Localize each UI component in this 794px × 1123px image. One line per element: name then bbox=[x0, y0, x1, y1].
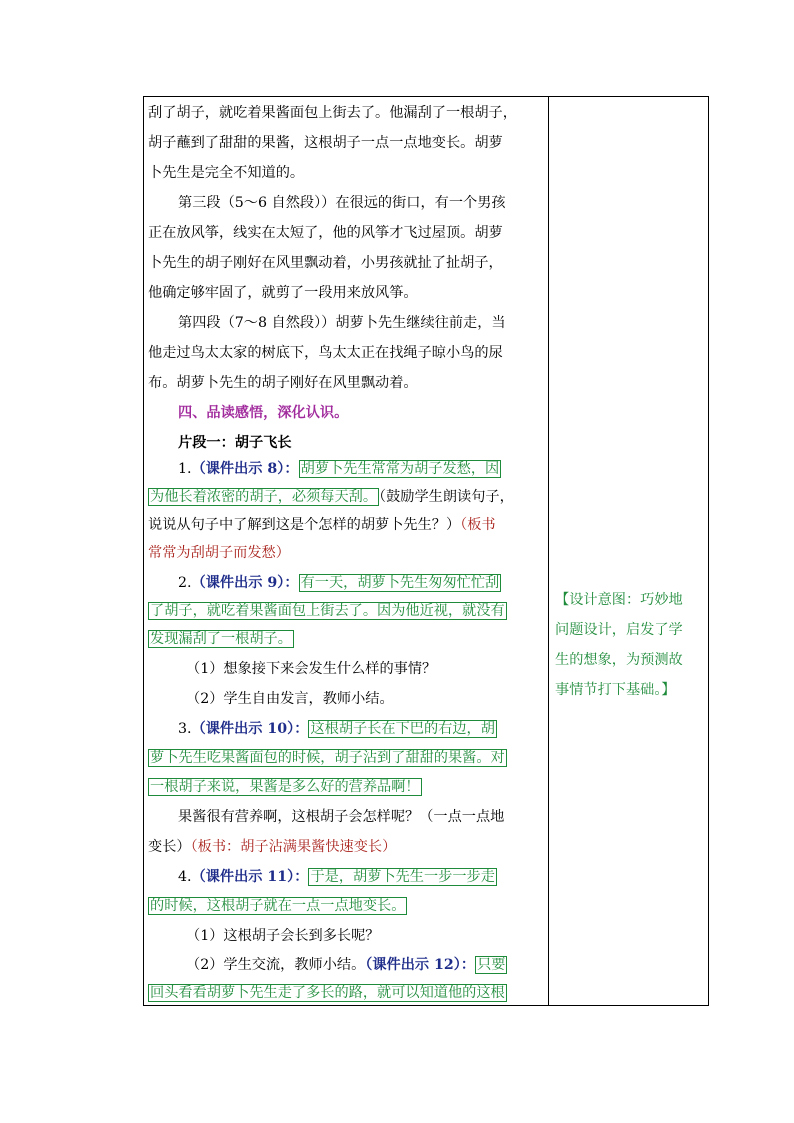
item-4-line bbox=[186, 955, 507, 975]
segment-title: 片段一：胡子飞长 bbox=[178, 435, 292, 451]
courseware-tag: （课件出示 12）： bbox=[365, 957, 476, 973]
item-4-line bbox=[178, 867, 497, 887]
text-line: 第四段（7～8 自然段））胡萝卜先生继续往前走，当 bbox=[178, 315, 506, 331]
design-line: 问题设计，启发了学 bbox=[555, 622, 683, 638]
courseware-tag: （课件出示 10）： bbox=[191, 721, 309, 737]
quote-box: 了胡子，就吃着果酱面包上街去了。因为他近视，就没有 bbox=[150, 603, 505, 619]
item-number: 1. bbox=[178, 461, 192, 477]
board-note: （板书：胡子沾满果酱快速变长） bbox=[190, 839, 397, 855]
quote-box: 于是，胡萝卜先生一步一步走 bbox=[310, 869, 495, 885]
item-1-line bbox=[148, 515, 496, 535]
item-3-line bbox=[178, 719, 497, 739]
section-heading: 四、品读感悟，深化认识。 bbox=[178, 405, 349, 421]
quote-box: 有一天，胡萝卜先生匆匆忙忙刮 bbox=[300, 575, 500, 591]
teaching-process-column bbox=[144, 97, 549, 1005]
item-number: 4. bbox=[178, 869, 192, 885]
quote-box: 这根胡子长在下巴的右边，胡 bbox=[310, 721, 495, 737]
text-line: 他走过鸟太太家的树底下，鸟太太正在找绳子晾小鸟的尿 bbox=[148, 345, 503, 361]
text-line: 他确定够牢固了，就剪了一段用来放风筝。 bbox=[148, 285, 418, 301]
text-span: （2）学生交流，教师小结。 bbox=[186, 957, 366, 973]
design-line: 生的想象，为预测故 bbox=[555, 652, 683, 668]
item-1-line bbox=[148, 487, 514, 507]
text-line: （1）想象接下来会发生什么样的事情？ bbox=[186, 661, 437, 677]
courseware-tag: （课件出示 8）： bbox=[191, 461, 299, 477]
item-number: 3. bbox=[178, 721, 192, 737]
design-line: 事情节打下基础。】 bbox=[555, 682, 676, 698]
text-line: （2）学生自由发言，教师小结。 bbox=[186, 691, 394, 707]
design-intent-note bbox=[555, 585, 705, 705]
design-intent-column bbox=[549, 97, 708, 1005]
item-2-line bbox=[148, 601, 507, 621]
quote-box: 只要 bbox=[477, 957, 506, 973]
text-span: 变长） bbox=[148, 839, 191, 855]
text-line: 果酱很有营养啊，这根胡子会怎样呢？（一点一点地 bbox=[178, 809, 505, 825]
item-3-line bbox=[148, 748, 507, 768]
board-note: 常常为刮胡子而发愁） bbox=[148, 545, 290, 561]
item-3-line bbox=[148, 837, 396, 857]
text-line: （1）这根胡子会长到多长呢？ bbox=[186, 928, 380, 944]
item-3-line bbox=[148, 777, 422, 797]
quote-box: 胡萝卜先生常常为胡子发愁，因 bbox=[300, 461, 500, 477]
lesson-table bbox=[143, 96, 709, 1006]
courseware-tag: （课件出示 11）： bbox=[191, 869, 309, 885]
quote-box: 萝卜先生吃果酱面包的时候，胡子沾到了甜甜的果酱。对 bbox=[150, 750, 505, 766]
text-line: 第三段（5～6 自然段））在很远的街口，有一个男孩 bbox=[178, 195, 506, 211]
item-2-line bbox=[148, 629, 294, 649]
item-4-line bbox=[148, 983, 507, 1003]
item-2-line bbox=[178, 573, 501, 593]
text-span: 说说从句子中了解到这是个怎样的胡萝卜先生？） bbox=[148, 517, 461, 533]
text-line: 卜先生是完全不知道的。 bbox=[148, 165, 305, 181]
text-line: 胡子蘸到了甜甜的果酱，这根胡子一点一点地变长。胡萝 bbox=[148, 135, 503, 151]
text-line: 卜先生的胡子刚好在风里飘动着，小男孩就扯了扯胡子， bbox=[148, 255, 503, 271]
text-line: 正在放风筝，线实在太短了，他的风筝才飞过屋顶。胡萝 bbox=[148, 225, 503, 241]
item-number: 2. bbox=[178, 575, 192, 591]
quote-box: 一根胡子来说，果酱是多么好的营养品啊！ bbox=[150, 779, 420, 795]
quote-box: 的时候，这根胡子就在一点一点地变长。 bbox=[150, 898, 406, 914]
design-line: 【设计意图：巧妙地 bbox=[555, 592, 683, 608]
text-line: 刮了胡子，就吃着果酱面包上街去了。他漏刮了一根胡子， bbox=[148, 105, 517, 121]
text-span: （鼓励学生朗读句子， bbox=[379, 489, 514, 505]
quote-box: 发现漏刮了一根胡子。 bbox=[150, 631, 292, 647]
courseware-tag: （课件出示 9）： bbox=[191, 575, 299, 591]
item-4-line bbox=[148, 896, 407, 916]
board-note: （板书 bbox=[460, 517, 496, 533]
quote-box: 回头看看胡萝卜先生走了多长的路，就可以知道他的这根 bbox=[150, 985, 505, 1001]
text-line: 布。胡萝卜先生的胡子刚好在风里飘动着。 bbox=[148, 375, 418, 391]
quote-box: 为他长着浓密的胡子，必须每天刮。 bbox=[150, 489, 378, 505]
item-1-line bbox=[178, 459, 501, 479]
